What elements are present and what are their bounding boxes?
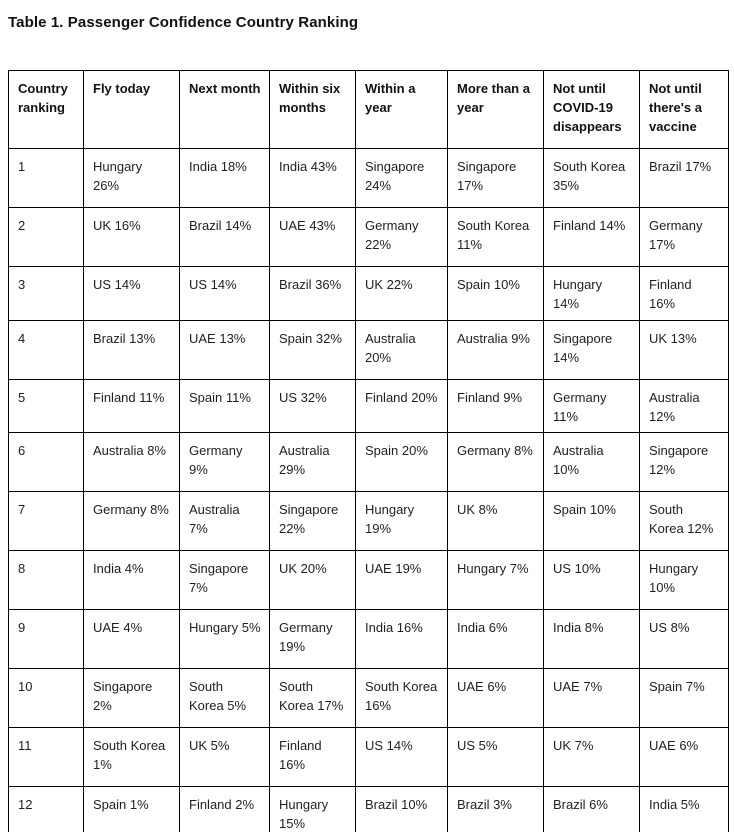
passenger-confidence-table xyxy=(8,70,729,832)
table-cell: South Korea 16% xyxy=(356,669,448,728)
table-row xyxy=(9,728,729,787)
table-cell: Finland 16% xyxy=(270,728,356,787)
table-cell: Singapore 24% xyxy=(356,149,448,208)
table-cell: Germany 8% xyxy=(84,492,180,551)
column-header: More than a year xyxy=(448,71,544,149)
table-cell: US 5% xyxy=(448,728,544,787)
table-cell: Finland 2% xyxy=(180,787,270,832)
rank-cell: 11 xyxy=(9,728,84,787)
table-cell: Spain 7% xyxy=(640,669,729,728)
table-cell: US 10% xyxy=(544,551,640,610)
rank-cell: 6 xyxy=(9,433,84,492)
table-cell: India 8% xyxy=(544,610,640,669)
table-cell: India 4% xyxy=(84,551,180,610)
table-cell: UAE 7% xyxy=(544,669,640,728)
table-cell: Australia 8% xyxy=(84,433,180,492)
table-cell: Singapore 7% xyxy=(180,551,270,610)
table-cell: Hungary 7% xyxy=(448,551,544,610)
table-row xyxy=(9,433,729,492)
table-cell: Germany 9% xyxy=(180,433,270,492)
table-cell: Brazil 10% xyxy=(356,787,448,832)
table-cell: Brazil 3% xyxy=(448,787,544,832)
table-cell: India 6% xyxy=(448,610,544,669)
table-cell: Brazil 14% xyxy=(180,208,270,267)
column-header: Within a year xyxy=(356,71,448,149)
table-cell: South Korea 1% xyxy=(84,728,180,787)
table-cell: Singapore 17% xyxy=(448,149,544,208)
column-header: Country ranking xyxy=(9,71,84,149)
table-cell: Singapore 12% xyxy=(640,433,729,492)
table-cell: Australia 9% xyxy=(448,320,544,379)
rank-cell: 1 xyxy=(9,149,84,208)
table-cell: South Korea 35% xyxy=(544,149,640,208)
header-row xyxy=(9,71,729,149)
table-cell: Hungary 19% xyxy=(356,492,448,551)
table-row xyxy=(9,379,729,433)
table-row xyxy=(9,787,729,832)
rank-cell: 9 xyxy=(9,610,84,669)
table-cell: UK 13% xyxy=(640,320,729,379)
table-cell: Hungary 10% xyxy=(640,551,729,610)
table-header xyxy=(9,71,729,149)
rank-cell: 5 xyxy=(9,379,84,433)
table-cell: Brazil 13% xyxy=(84,320,180,379)
table-row xyxy=(9,669,729,728)
table-cell: Spain 1% xyxy=(84,787,180,832)
table-cell: UAE 6% xyxy=(640,728,729,787)
table-cell: Singapore 2% xyxy=(84,669,180,728)
column-header: Not until COVID-19 disappears xyxy=(544,71,640,149)
rank-cell: 12 xyxy=(9,787,84,832)
table-cell: India 18% xyxy=(180,149,270,208)
table-cell: Spain 32% xyxy=(270,320,356,379)
table-cell: Australia 12% xyxy=(640,379,729,433)
table-cell: Germany 22% xyxy=(356,208,448,267)
table-cell: Australia 29% xyxy=(270,433,356,492)
table-row xyxy=(9,208,729,267)
table-cell: Singapore 14% xyxy=(544,320,640,379)
table-row xyxy=(9,149,729,208)
table-cell: Germany 8% xyxy=(448,433,544,492)
table-row xyxy=(9,492,729,551)
table-cell: South Korea 11% xyxy=(448,208,544,267)
table-cell: US 32% xyxy=(270,379,356,433)
table-cell: Spain 10% xyxy=(544,492,640,551)
table-cell: Singapore 22% xyxy=(270,492,356,551)
table-cell: Germany 19% xyxy=(270,610,356,669)
table-cell: Australia 10% xyxy=(544,433,640,492)
table-cell: UK 5% xyxy=(180,728,270,787)
table-row xyxy=(9,320,729,379)
table-cell: Spain 20% xyxy=(356,433,448,492)
rank-cell: 2 xyxy=(9,208,84,267)
table-cell: UK 16% xyxy=(84,208,180,267)
table-cell: Finland 9% xyxy=(448,379,544,433)
table-cell: UK 22% xyxy=(356,267,448,321)
table-cell: Finland 16% xyxy=(640,267,729,321)
table-body xyxy=(9,149,729,832)
column-header: Fly today xyxy=(84,71,180,149)
rank-cell: 3 xyxy=(9,267,84,321)
table-cell: UAE 4% xyxy=(84,610,180,669)
rank-cell: 10 xyxy=(9,669,84,728)
table-row xyxy=(9,610,729,669)
table-cell: Germany 17% xyxy=(640,208,729,267)
table-cell: US 14% xyxy=(180,267,270,321)
table-cell: UAE 43% xyxy=(270,208,356,267)
table-cell: Hungary 15% xyxy=(270,787,356,832)
table-cell: US 14% xyxy=(356,728,448,787)
table-row xyxy=(9,551,729,610)
table-cell: India 5% xyxy=(640,787,729,832)
table-cell: UK 20% xyxy=(270,551,356,610)
table-cell: UAE 13% xyxy=(180,320,270,379)
table-cell: UK 7% xyxy=(544,728,640,787)
table-row xyxy=(9,267,729,321)
rank-cell: 8 xyxy=(9,551,84,610)
table-cell: South Korea 5% xyxy=(180,669,270,728)
table-cell: UAE 19% xyxy=(356,551,448,610)
table-cell: South Korea 12% xyxy=(640,492,729,551)
table-cell: Germany 11% xyxy=(544,379,640,433)
column-header: Next month xyxy=(180,71,270,149)
table-cell: Hungary 14% xyxy=(544,267,640,321)
table-cell: Hungary 5% xyxy=(180,610,270,669)
table-cell: Finland 11% xyxy=(84,379,180,433)
column-header: Not until there's a vaccine xyxy=(640,71,729,149)
table-cell: US 14% xyxy=(84,267,180,321)
column-header: Within six months xyxy=(270,71,356,149)
table-cell: US 8% xyxy=(640,610,729,669)
table-cell: Australia 20% xyxy=(356,320,448,379)
page-title: Table 1. Passenger Confidence Country Ranking xyxy=(8,14,359,31)
table-cell: UAE 6% xyxy=(448,669,544,728)
rank-cell: 7 xyxy=(9,492,84,551)
rank-cell: 4 xyxy=(9,320,84,379)
table-cell: India 16% xyxy=(356,610,448,669)
table-cell: Spain 11% xyxy=(180,379,270,433)
table-cell: Hungary 26% xyxy=(84,149,180,208)
table-cell: Finland 20% xyxy=(356,379,448,433)
table-cell: Brazil 6% xyxy=(544,787,640,832)
table-cell: Brazil 36% xyxy=(270,267,356,321)
table-cell: Finland 14% xyxy=(544,208,640,267)
table-cell: UK 8% xyxy=(448,492,544,551)
table-cell: Spain 10% xyxy=(448,267,544,321)
table-cell: South Korea 17% xyxy=(270,669,356,728)
table-cell: Brazil 17% xyxy=(640,149,729,208)
table-cell: India 43% xyxy=(270,149,356,208)
table-cell: Australia 7% xyxy=(180,492,270,551)
